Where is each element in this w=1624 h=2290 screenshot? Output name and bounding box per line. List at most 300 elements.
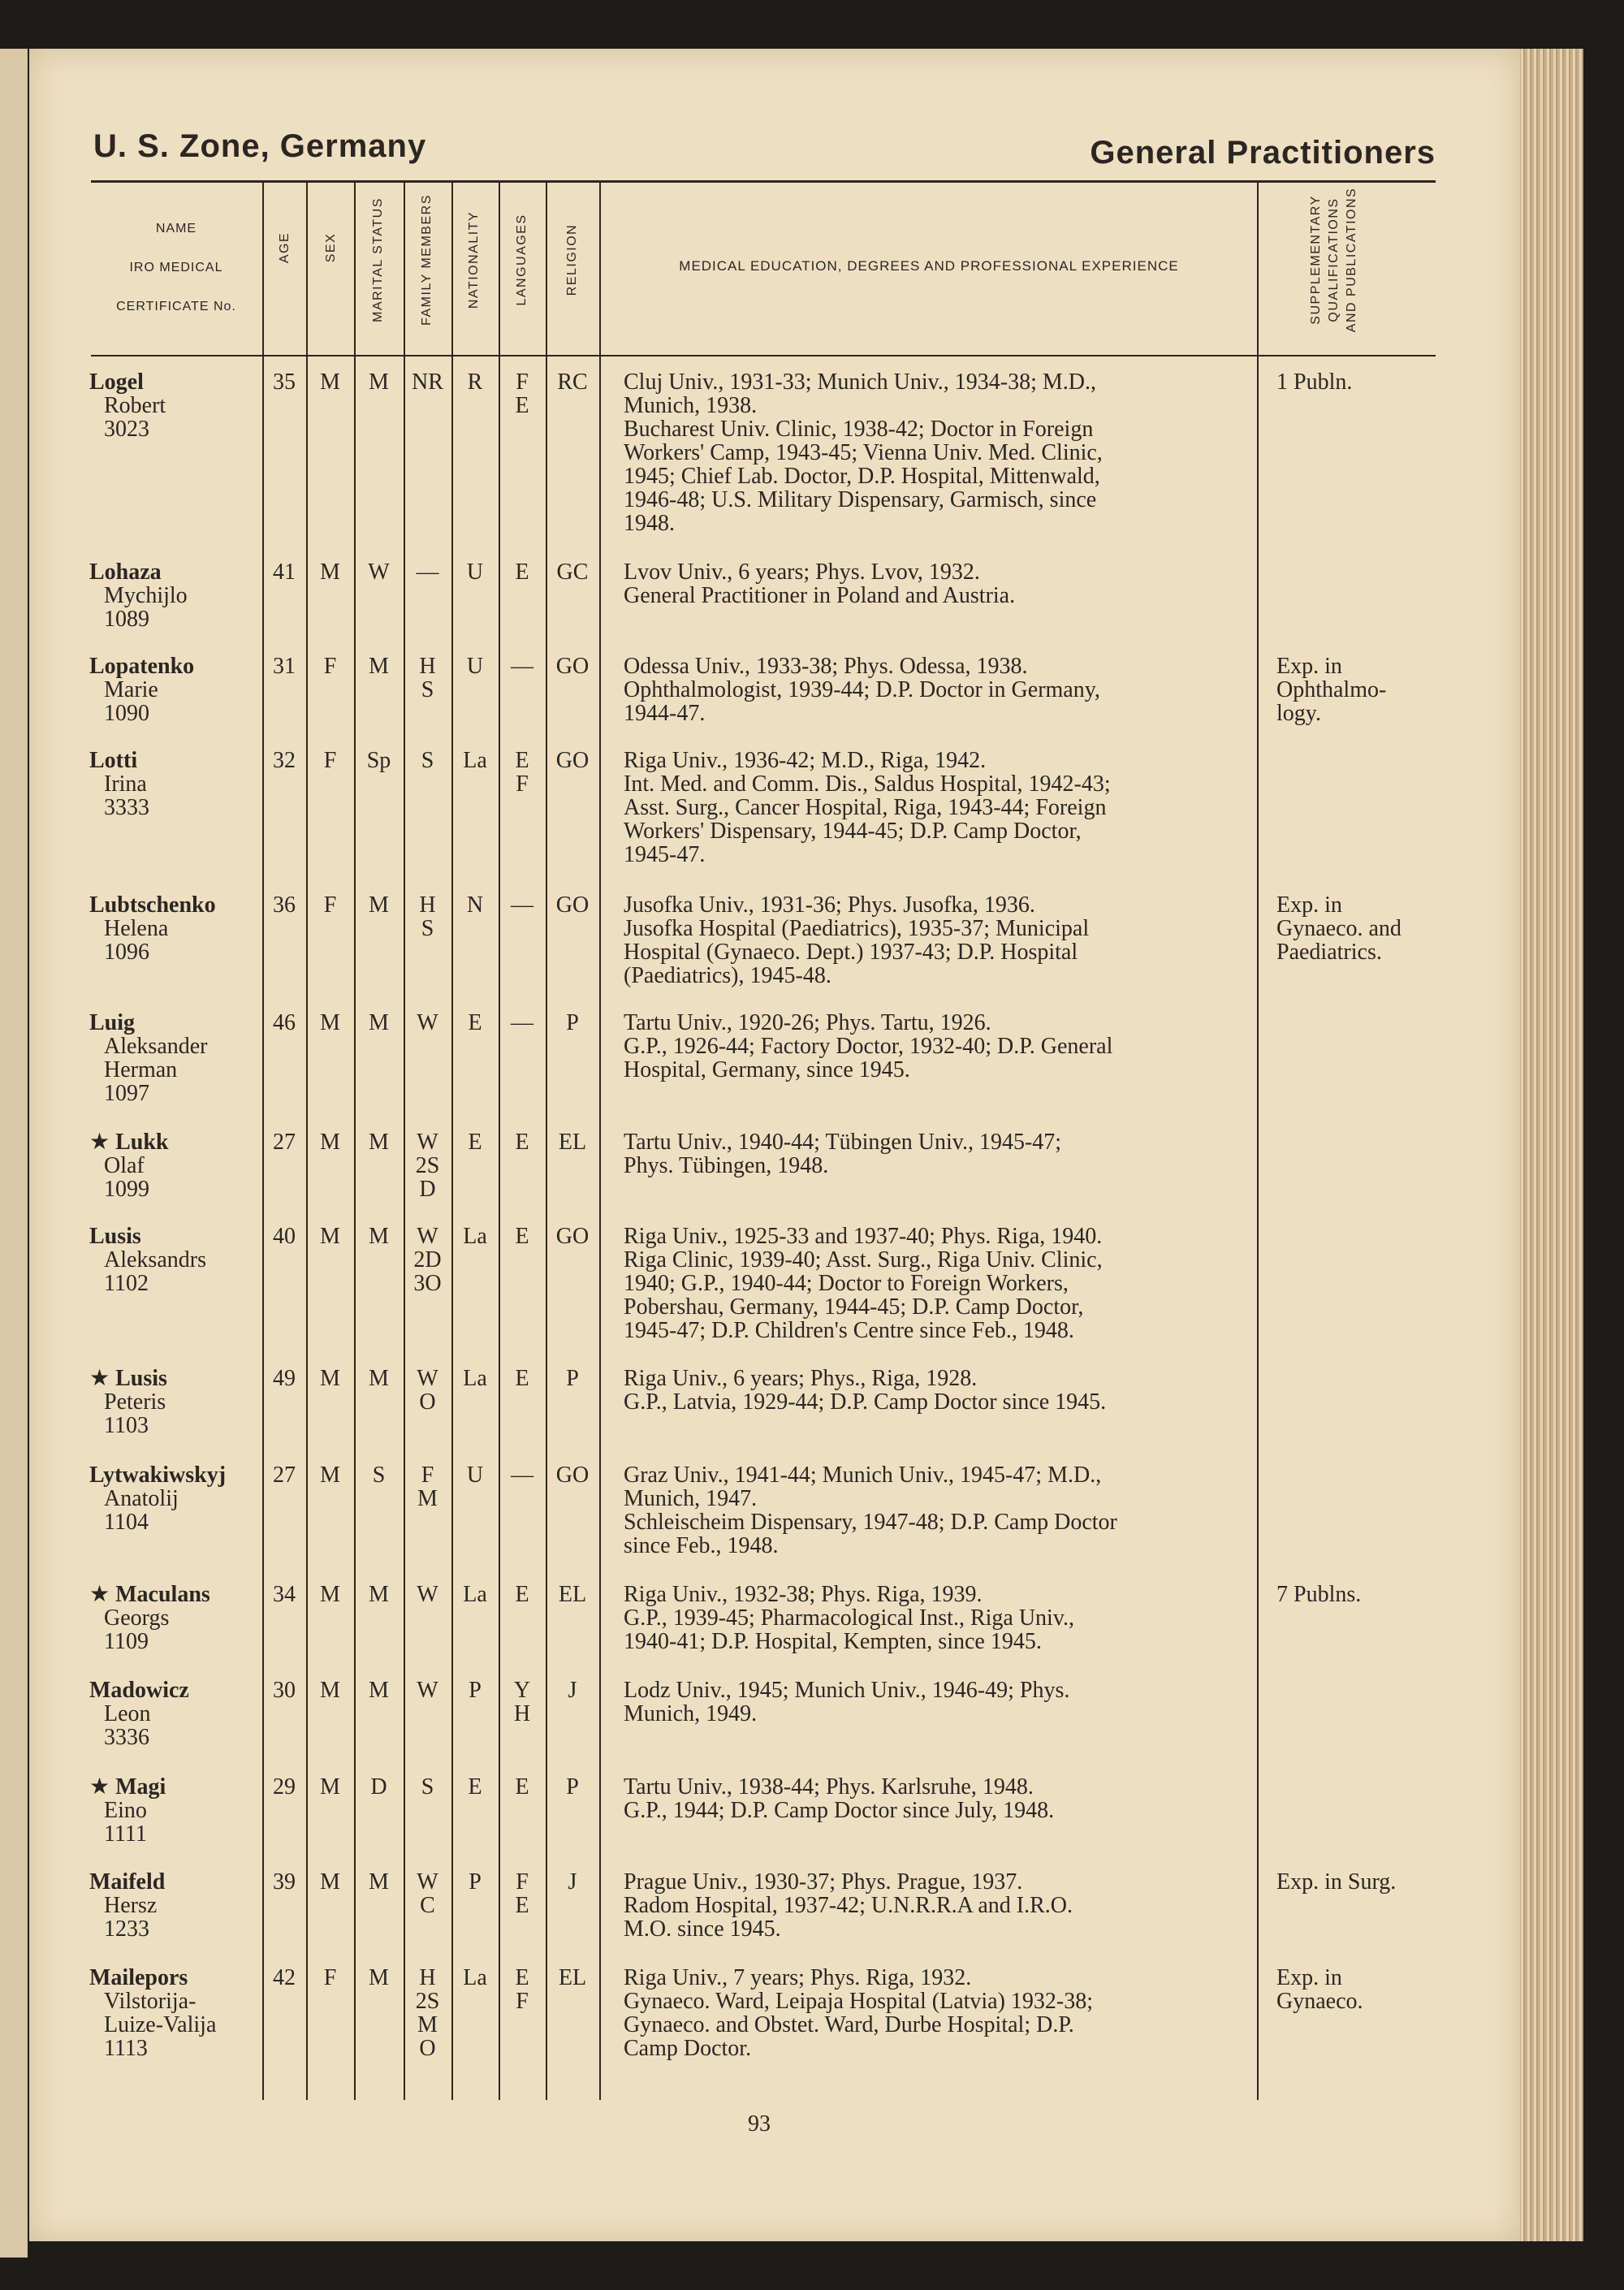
sex-cell: M <box>320 1010 340 1035</box>
certificate-number: 1090 <box>104 701 149 726</box>
text-line: 2D <box>413 1247 442 1272</box>
nationality-cell: U <box>466 1463 484 1488</box>
family-cell <box>404 1583 451 1606</box>
running-header-right: General Practitioners <box>1090 135 1436 171</box>
running-header-left: U. S. Zone, Germany <box>93 128 427 164</box>
surname-text: Lusis <box>115 1366 167 1391</box>
entry-name-block <box>89 370 264 441</box>
sex-cell: M <box>320 1774 340 1800</box>
text-line: W <box>417 1130 438 1155</box>
family-cell <box>404 1775 451 1799</box>
text-line: D <box>419 1177 436 1202</box>
surname-text: Magi <box>115 1774 166 1800</box>
education-cell <box>624 1367 1249 1414</box>
text-line: O <box>419 2036 436 2061</box>
text-line: Lodz Univ., 1945; Munich Univ., 1946-49; Phys. <box>624 1678 1070 1703</box>
family-cell <box>404 1367 451 1414</box>
text-line: Munich, 1949. <box>624 1701 758 1726</box>
education-cell <box>624 1775 1249 1822</box>
text-line: Gynaeco. and Obstet. Ward, Durbe Hospital; D.P. <box>624 2012 1074 2037</box>
age-cell: 30 <box>273 1678 296 1703</box>
text-line: Munich, 1938. <box>624 393 758 418</box>
family-cell <box>404 1870 451 1917</box>
text-line: Jusofka Univ., 1931-36; Phys. Jusofka, 1936. <box>624 892 1035 918</box>
family-cell <box>404 560 451 584</box>
nationality-cell: N <box>466 892 484 918</box>
education-cell <box>624 749 1249 866</box>
surname-text: Logel <box>89 369 144 395</box>
given-name: Eino <box>104 1798 147 1823</box>
text-line: Bucharest Univ. Clinic, 1938-42; Doctor in Foreign <box>624 417 1094 442</box>
text-line: W <box>417 1869 438 1895</box>
text-line: Exp. in <box>1276 1965 1342 1990</box>
family-cell <box>404 1463 451 1510</box>
text-line: Lvov Univ., 6 years; Phys. Lvov, 1932. <box>624 560 980 585</box>
star-icon: ★ <box>89 1774 116 1800</box>
text-line: F <box>421 1463 434 1488</box>
text-line: 1945-47; D.P. Children's Centre since Feb., 1948. <box>624 1318 1074 1343</box>
text-line: Riga Univ., 1936-42; M.D., Riga, 1942. <box>624 748 987 773</box>
col-header-languages: LANGUAGES <box>515 214 529 306</box>
surname-text: Lopatenko <box>89 654 195 679</box>
text-line: Graz Univ., 1941-44; Munich Univ., 1945-47; M.D., <box>624 1463 1102 1488</box>
nationality-cell: E <box>468 1774 482 1800</box>
text-line: S <box>421 748 434 773</box>
certificate-number: 1111 <box>104 1821 147 1847</box>
text-line: E <box>515 1366 529 1391</box>
marital-cell: M <box>369 1869 389 1895</box>
education-cell <box>624 1583 1249 1653</box>
sex-cell: F <box>323 654 337 679</box>
age-cell: 29 <box>273 1774 296 1800</box>
text-line: S <box>421 916 434 941</box>
text-line: W <box>417 1678 438 1703</box>
given-name: Helena <box>104 916 169 941</box>
languages-cell <box>499 1225 546 1248</box>
text-line: G.P., 1926-44; Factory Doctor, 1932-40; D.P. General <box>624 1034 1113 1059</box>
text-line: H <box>419 892 436 918</box>
religion-cell: GO <box>555 892 590 918</box>
text-line: Paediatrics. <box>1276 940 1382 965</box>
surname-text: Lytwakiwskyj <box>89 1463 227 1488</box>
family-cell <box>404 749 451 772</box>
text-line: — <box>511 1463 533 1488</box>
surname <box>89 749 264 772</box>
text-line: E <box>515 748 529 773</box>
text-line: — <box>511 892 533 918</box>
marital-cell: M <box>369 1965 389 1990</box>
text-line: logy. <box>1276 701 1321 726</box>
text-line: F <box>516 1869 529 1895</box>
text-line: 1 Publn. <box>1276 369 1353 395</box>
family-cell <box>404 1011 451 1035</box>
languages-cell <box>499 1367 546 1390</box>
text-line: since Feb., 1948. <box>624 1533 779 1558</box>
sex-cell: F <box>323 892 337 918</box>
text-line: O <box>419 1389 436 1415</box>
education-cell <box>624 1011 1249 1082</box>
entry-name-block <box>89 749 264 819</box>
col-header-sex: SEX <box>324 232 338 263</box>
surname <box>89 1583 264 1606</box>
nationality-cell: E <box>468 1010 482 1035</box>
religion-cell: EL <box>558 1130 587 1155</box>
age-cell: 41 <box>273 560 296 585</box>
surname-text: Madowicz <box>89 1678 189 1703</box>
surname-text: Maifeld <box>89 1869 166 1895</box>
text-line: G.P., Latvia, 1929-44; D.P. Camp Doctor since 1945. <box>624 1389 1107 1415</box>
given-name: Anatolij <box>104 1486 179 1511</box>
sex-cell: M <box>320 1224 340 1249</box>
text-line: Exp. in Surg. <box>1276 1869 1397 1895</box>
text-line: S <box>421 677 434 702</box>
col-header-education: MEDICAL EDUCATION, DEGREES AND PROFESSIONAL EXPERIENCE <box>679 258 1179 274</box>
surname-text: Lukk <box>115 1130 169 1155</box>
religion-cell: P <box>566 1366 579 1391</box>
entry-name-block <box>89 1966 264 2060</box>
col-header-nationality: NATIONALITY <box>467 210 481 309</box>
header-bottom-rule <box>91 355 1436 356</box>
text-line: G.P., 1939-45; Pharmacological Inst., Riga Univ., <box>624 1605 1075 1631</box>
given-name: Aleksander <box>104 1034 208 1059</box>
text-line: General Practitioner in Poland and Austria. <box>624 583 1016 608</box>
languages-cell <box>499 1679 546 1726</box>
certificate-number: 3336 <box>104 1725 149 1750</box>
surname <box>89 1966 264 1990</box>
supplementary-cell <box>1276 1583 1439 1606</box>
column-divider <box>1257 182 1259 2100</box>
nationality-cell: P <box>469 1869 482 1895</box>
header-top-rule <box>91 180 1436 183</box>
given-name: Georgs <box>104 1605 170 1631</box>
text-line: Odessa Univ., 1933-38; Phys. Odessa, 1938. <box>624 654 1028 679</box>
sex-cell: M <box>320 1130 340 1155</box>
surname-text: Lusis <box>89 1224 141 1249</box>
star-icon: ★ <box>89 1366 116 1391</box>
text-line: Workers' Camp, 1943-45; Vienna Univ. Med. Clinic, <box>624 440 1103 465</box>
text-line: Gynaeco. and <box>1276 916 1402 941</box>
text-line: Y <box>513 1678 531 1703</box>
text-line: Hospital, Germany, since 1945. <box>624 1057 910 1082</box>
certificate-number: 3023 <box>104 417 149 442</box>
certificate-number: 1104 <box>104 1510 149 1535</box>
text-line: Pobershau, Germany, 1944-45; D.P. Camp Doctor, <box>624 1294 1084 1320</box>
age-cell: 35 <box>273 369 296 395</box>
marital-cell: M <box>369 1130 389 1155</box>
text-line: Munich, 1947. <box>624 1486 758 1511</box>
text-line: H <box>419 654 436 679</box>
education-cell <box>624 1966 1249 2060</box>
certificate-number: 1233 <box>104 1916 149 1942</box>
text-line: — <box>511 654 533 679</box>
age-cell: 36 <box>273 892 296 918</box>
certificate-number: 1102 <box>104 1271 149 1296</box>
given-name: Aleksandrs <box>104 1247 206 1272</box>
supplementary-cell <box>1276 370 1439 394</box>
languages-cell <box>499 1775 546 1799</box>
religion-cell: RC <box>557 369 588 395</box>
entry-name-block <box>89 1463 264 1534</box>
text-line: E <box>515 1965 529 1990</box>
col-header-family-members: FAMILY MEMBERS <box>420 194 434 326</box>
text-line: Tartu Univ., 1938-44; Phys. Karlsruhe, 1948. <box>624 1774 1034 1800</box>
marital-cell: M <box>369 1678 389 1703</box>
text-line: 1945; Chief Lab. Doctor, D.P. Hospital, Mittenwald, <box>624 464 1100 489</box>
nationality-cell: E <box>468 1130 482 1155</box>
education-cell <box>624 370 1249 535</box>
age-cell: 40 <box>273 1224 296 1249</box>
text-line: Prague Univ., 1930-37; Phys. Prague, 1937. <box>624 1869 1023 1895</box>
entry-name-block <box>89 655 264 725</box>
languages-cell <box>499 1011 546 1035</box>
col-header-supplementary: SUPPLEMENTARY QUALIFICATIONS AND PUBLICATIONS <box>1309 187 1358 333</box>
text-line: Cluj Univ., 1931-33; Munich Univ., 1934-38; M.D., <box>624 369 1097 395</box>
marital-cell: D <box>370 1774 387 1800</box>
text-line: Int. Med. and Comm. Dis., Saldus Hospital, 1942-43; <box>624 771 1111 797</box>
religion-cell: EL <box>558 1582 587 1607</box>
surname <box>89 1463 264 1487</box>
surname-text: Luig <box>89 1010 136 1035</box>
text-line: 2S <box>415 1989 440 2014</box>
surname <box>89 893 264 917</box>
sex-cell: M <box>320 1366 340 1391</box>
surname <box>89 560 264 584</box>
text-line: — <box>511 1010 533 1035</box>
surname-text: Lotti <box>89 748 138 773</box>
certificate-number: 1113 <box>104 2036 148 2061</box>
surname-text: Mailepors <box>89 1965 188 1990</box>
languages-cell <box>499 1583 546 1606</box>
entry-name-block <box>89 1870 264 1941</box>
education-cell <box>624 560 1249 607</box>
text-line: NR <box>412 369 443 395</box>
text-line: Radom Hospital, 1937-42; U.N.R.R.A and I.R.O. <box>624 1893 1073 1918</box>
education-cell <box>624 1130 1249 1177</box>
text-line: Tartu Univ., 1920-26; Phys. Tartu, 1926. <box>624 1010 991 1035</box>
entry-name-block <box>89 1775 264 1846</box>
given-name: Peteris <box>104 1389 166 1415</box>
surname <box>89 370 264 394</box>
text-line: Ophthalmologist, 1939-44; D.P. Doctor in Germany, <box>624 677 1100 702</box>
certificate-number: 1099 <box>104 1177 149 1202</box>
text-line: Schleischeim Dispensary, 1947-48; D.P. Camp Doctor <box>624 1510 1117 1535</box>
text-line: Workers' Dispensary, 1944-45; D.P. Camp Doctor, <box>624 819 1082 844</box>
age-cell: 31 <box>273 654 296 679</box>
age-cell: 42 <box>273 1965 296 1990</box>
text-line: F <box>516 1989 529 2014</box>
entry-name-block <box>89 1583 264 1653</box>
star-icon: ★ <box>89 1130 116 1155</box>
family-cell <box>404 655 451 702</box>
languages-cell <box>499 1130 546 1154</box>
sex-cell: M <box>320 1582 340 1607</box>
sex-cell: M <box>320 1463 340 1488</box>
nationality-cell: R <box>467 369 483 395</box>
certificate-number: 3333 <box>104 795 149 820</box>
text-line: — <box>416 560 439 585</box>
text-line: Riga Univ., 7 years; Phys. Riga, 1932. <box>624 1965 972 1990</box>
col-header-name: NAME IRO MEDICAL CERTIFICATE No. <box>116 222 236 313</box>
text-line: 2S <box>415 1153 440 1178</box>
text-line: W <box>417 1224 438 1249</box>
text-line: Hospital (Gynaeco. Dept.) 1937-43; D.P. Hospital <box>624 940 1078 965</box>
nationality-cell: La <box>463 1582 487 1607</box>
education-cell <box>624 1463 1249 1558</box>
text-line: Asst. Surg., Cancer Hospital, Riga, 1943-44; Foreign <box>624 795 1107 820</box>
languages-cell <box>499 560 546 584</box>
marital-cell: M <box>369 1224 389 1249</box>
text-line: F <box>516 369 529 395</box>
certificate-number: 1096 <box>104 940 149 965</box>
surname <box>89 1130 264 1154</box>
certificate-number: 1103 <box>104 1413 149 1438</box>
certificate-number: 1109 <box>104 1629 149 1654</box>
age-cell: 27 <box>273 1130 296 1155</box>
sex-cell: F <box>323 748 337 773</box>
family-cell <box>404 370 451 394</box>
given-name: Hersz <box>104 1893 158 1918</box>
nationality-cell: La <box>463 748 487 773</box>
text-line: 3O <box>413 1271 442 1296</box>
religion-cell: P <box>566 1010 579 1035</box>
age-cell: 27 <box>273 1463 296 1488</box>
education-cell <box>624 655 1249 725</box>
entry-name-block <box>89 1367 264 1437</box>
religion-cell: J <box>568 1869 577 1895</box>
entry-name-block <box>89 560 264 631</box>
text-line: S <box>421 1774 434 1800</box>
text-line: Tartu Univ., 1940-44; Tübingen Univ., 1945-47; <box>624 1130 1062 1155</box>
given-name: Luize-Valija <box>104 2012 217 2037</box>
text-line: C <box>420 1893 435 1918</box>
entry-name-block <box>89 1130 264 1201</box>
page-stack-edge <box>1518 49 1583 2241</box>
supplementary-cell <box>1276 655 1439 725</box>
marital-cell: M <box>369 1582 389 1607</box>
age-cell: 34 <box>273 1582 296 1607</box>
education-cell <box>624 1870 1249 1941</box>
sex-cell: F <box>323 1965 337 1990</box>
text-line: M.O. since 1945. <box>624 1916 781 1942</box>
surname <box>89 1679 264 1702</box>
supplementary-cell <box>1276 1870 1439 1894</box>
given-name: Leon <box>104 1701 151 1726</box>
text-line: G.P., 1944; D.P. Camp Doctor since July, 1948. <box>624 1798 1055 1823</box>
education-cell <box>624 1679 1249 1726</box>
text-line: W <box>417 1010 438 1035</box>
nationality-cell: La <box>463 1224 487 1249</box>
text-line: Exp. in <box>1276 892 1342 918</box>
surname <box>89 1775 264 1799</box>
nationality-cell: La <box>463 1366 487 1391</box>
age-cell: 32 <box>273 748 296 773</box>
sex-cell: M <box>320 369 340 395</box>
nationality-cell: P <box>469 1678 482 1703</box>
entry-name-block <box>89 1679 264 1749</box>
age-cell: 39 <box>273 1869 296 1895</box>
languages-cell <box>499 1870 546 1917</box>
nationality-cell: U <box>466 560 484 585</box>
surname-text: Maculans <box>115 1582 210 1607</box>
given-name: Mychijlo <box>104 583 188 608</box>
religion-cell: J <box>568 1678 577 1703</box>
surname <box>89 1011 264 1035</box>
text-line: 1944-47. <box>624 701 706 726</box>
religion-cell: GO <box>555 654 590 679</box>
marital-cell: S <box>372 1463 386 1488</box>
text-line: H <box>513 1701 531 1726</box>
text-line: E <box>515 1893 529 1918</box>
age-cell: 49 <box>273 1366 296 1391</box>
religion-cell: P <box>566 1774 579 1800</box>
languages-cell <box>499 370 546 417</box>
entry-name-block <box>89 893 264 964</box>
column-divider <box>599 182 601 2100</box>
marital-cell: M <box>369 654 389 679</box>
nationality-cell: U <box>466 654 484 679</box>
text-line: Exp. in <box>1276 654 1342 679</box>
religion-cell: GO <box>555 1463 590 1488</box>
religion-cell: GO <box>555 748 590 773</box>
text-line: Jusofka Hospital (Paediatrics), 1935-37; Municipal <box>624 916 1090 941</box>
text-line: Camp Doctor. <box>624 2036 752 2061</box>
text-line: W <box>417 1366 438 1391</box>
text-line: E <box>515 1774 529 1800</box>
family-cell <box>404 1225 451 1295</box>
supplementary-cell <box>1276 893 1439 964</box>
text-line: E <box>515 393 529 418</box>
col-header-marital-status: MARITAL STATUS <box>371 197 385 322</box>
marital-cell: M <box>369 1010 389 1035</box>
languages-cell <box>499 893 546 917</box>
languages-cell <box>499 655 546 678</box>
languages-cell <box>499 1463 546 1487</box>
text-line: Gynaeco. <box>1276 1989 1363 2014</box>
text-line: M <box>417 1486 438 1511</box>
text-line: Riga Univ., 1925-33 and 1937-40; Phys. Riga, 1940. <box>624 1224 1103 1249</box>
surname <box>89 1367 264 1390</box>
text-line: 1940-41; D.P. Hospital, Kempten, since 1945. <box>624 1629 1042 1654</box>
text-line: Riga Clinic, 1939-40; Asst. Surg., Riga Univ. Clinic, <box>624 1247 1103 1272</box>
text-line: 1946-48; U.S. Military Dispensary, Garmisch, since <box>624 487 1097 512</box>
marital-cell: M <box>369 369 389 395</box>
text-line: (Paediatrics), 1945-48. <box>624 963 831 988</box>
age-cell: 46 <box>273 1010 296 1035</box>
text-line: Phys. Tübingen, 1948. <box>624 1153 829 1178</box>
given-name: Olaf <box>104 1153 145 1178</box>
certificate-number: 1089 <box>104 607 149 632</box>
text-line: H <box>419 1965 436 1990</box>
text-line: F <box>516 771 529 797</box>
marital-cell: Sp <box>366 748 391 773</box>
given-name: Marie <box>104 677 158 702</box>
sex-cell: M <box>320 1678 340 1703</box>
family-cell <box>404 1130 451 1201</box>
text-line: E <box>515 1130 529 1155</box>
text-line: 1940; G.P., 1940-44; Doctor to Foreign Workers, <box>624 1271 1069 1296</box>
surname <box>89 1870 264 1894</box>
text-line: 1948. <box>624 511 675 536</box>
text-line: W <box>417 1582 438 1607</box>
languages-cell <box>499 749 546 796</box>
text-line: M <box>417 2012 438 2037</box>
surname-text: Lohaza <box>89 560 162 585</box>
surname <box>89 655 264 678</box>
given-name: Vilstorija- <box>104 1989 197 2014</box>
sex-cell: M <box>320 1869 340 1895</box>
family-cell <box>404 1966 451 2060</box>
education-cell <box>624 1225 1249 1342</box>
